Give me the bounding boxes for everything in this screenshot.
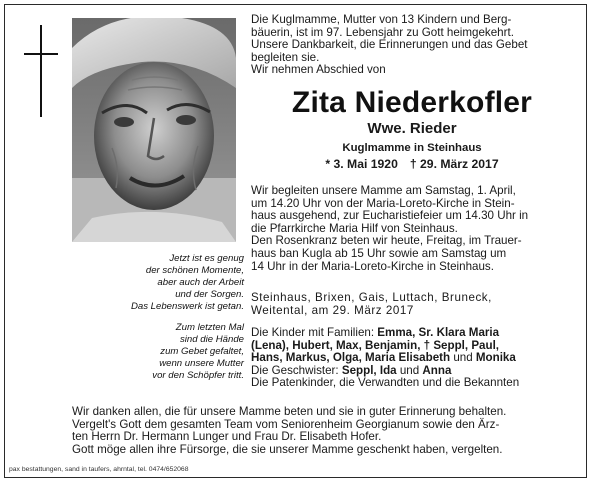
poem-line: vor den Schöpfer tritt. bbox=[152, 370, 244, 381]
intro-line: Die Kuglmamme, Mutter von 13 Kindern und Berg- bbox=[251, 13, 512, 26]
poem-verse-2 bbox=[66, 322, 244, 382]
poem-line: zum Gebet gefaltet, bbox=[160, 346, 244, 357]
nickname-subtitle: Kuglmamme in Steinhaus bbox=[342, 142, 482, 154]
thanks-line: Vergelt's Gott dem gesamten Team vom Seniorenheim Georgianum sowie den Ärz- bbox=[72, 417, 500, 431]
intro-line: Wir nehmen Abschied von bbox=[251, 63, 386, 77]
funeral-line: haus ban Kugla ab 15 Uhr sowie am Samstag um bbox=[251, 246, 507, 260]
children-names: Hans, Markus, Olga, Maria Elisabeth bbox=[251, 351, 451, 365]
deceased-name: Zita Niederkofler bbox=[291, 86, 533, 119]
portrait-photo bbox=[72, 18, 236, 242]
funeral-details bbox=[251, 185, 573, 273]
mourners-list bbox=[251, 327, 573, 390]
funeral-line: um 14.20 Uhr von der Maria-Loreto-Kirche in Stein- bbox=[251, 196, 515, 210]
poem-line: und der Sorgen. bbox=[175, 289, 244, 300]
place-line: Steinhaus, Brixen, Gais, Luttach, Bruneck, bbox=[251, 291, 492, 304]
poem-line: Das Lebenswerk ist getan. bbox=[130, 301, 244, 312]
children-label: Die Kinder mit Familien: bbox=[251, 326, 378, 339]
children-names: Emma, Sr. Klara Maria bbox=[377, 326, 500, 339]
siblings-names: Seppl, Ida bbox=[341, 363, 397, 377]
siblings-label: Die Geschwister: bbox=[251, 363, 342, 377]
birth-date: * 3. Mai 1920 bbox=[325, 157, 398, 171]
thanks-line: Wir danken allen, die für unsere Mamme beten und sie in guter Erinnerung behalten. bbox=[72, 405, 507, 418]
cross-icon-bar bbox=[24, 53, 58, 55]
funeral-line: Den Rosenkranz beten wir heute, Freitag, im Trauer- bbox=[251, 234, 522, 248]
funeral-line: die Pfarrkirche Maria Hilf von Steinhaus. bbox=[251, 221, 458, 235]
poem-line: wenn unsere Mutter bbox=[159, 358, 244, 369]
poem-line: aber auch der Arbeit bbox=[157, 277, 244, 288]
poem-line: sind die Hände bbox=[179, 334, 244, 345]
poem-line: Zum letzten Mal bbox=[175, 322, 244, 333]
conjunction: und bbox=[396, 363, 423, 377]
thanks-paragraph bbox=[72, 406, 574, 456]
thanks-line: ten Herrn Dr. Hermann Lunger und Frau Dr. Elisabeth Hofer. bbox=[72, 430, 382, 444]
poem-verse-1 bbox=[66, 253, 244, 313]
funeral-line: 14 Uhr in der Maria-Loreto-Kirche in Steinhaus. bbox=[251, 259, 494, 273]
children-names: Monika bbox=[475, 351, 516, 365]
intro-line: Unsere Dankbarkeit, die Erinnerungen und das Gebet bbox=[251, 38, 528, 52]
funeral-line: Wir begleiten unsere Mamme am Samstag, 1. April, bbox=[251, 184, 516, 197]
conjunction: und bbox=[450, 351, 476, 365]
place-and-date bbox=[251, 292, 573, 317]
maiden-name: Wwe. Rieder bbox=[367, 120, 457, 137]
poem-line: der schönen Momente, bbox=[145, 265, 244, 276]
siblings-names: Anna bbox=[422, 363, 452, 377]
funeral-home-credit: pax bestattungen, sand in taufers, ahrntal, tel. 0474/652068 bbox=[9, 466, 189, 473]
death-date: † 29. März 2017 bbox=[409, 157, 499, 171]
thanks-line: Gott möge allen ihre Fürsorge, die sie unserer Mamme geschenkt haben, vergelten. bbox=[72, 442, 503, 456]
intro-line: bäuerin, ist im 97. Lebensjahr zu Gott heimgekehrt. bbox=[251, 25, 514, 39]
intro-paragraph bbox=[251, 14, 573, 77]
life-dates bbox=[251, 157, 573, 171]
funeral-line: haus ausgehend, zur Eucharistiefeier um 14.30 Uhr in bbox=[251, 209, 529, 223]
cross-icon bbox=[40, 25, 42, 117]
intro-line: begleiten sie. bbox=[251, 50, 320, 64]
place-line: Weitental, am 29. März 2017 bbox=[251, 303, 414, 317]
mourners-line: Die Patenkinder, die Verwandten und die Bekannten bbox=[251, 376, 520, 390]
poem-line: Jetzt ist es genug bbox=[169, 253, 244, 264]
portrait-photo-image bbox=[72, 18, 236, 242]
children-names: (Lena), Hubert, Max, Benjamin, † Seppl, Paul, bbox=[251, 338, 500, 352]
